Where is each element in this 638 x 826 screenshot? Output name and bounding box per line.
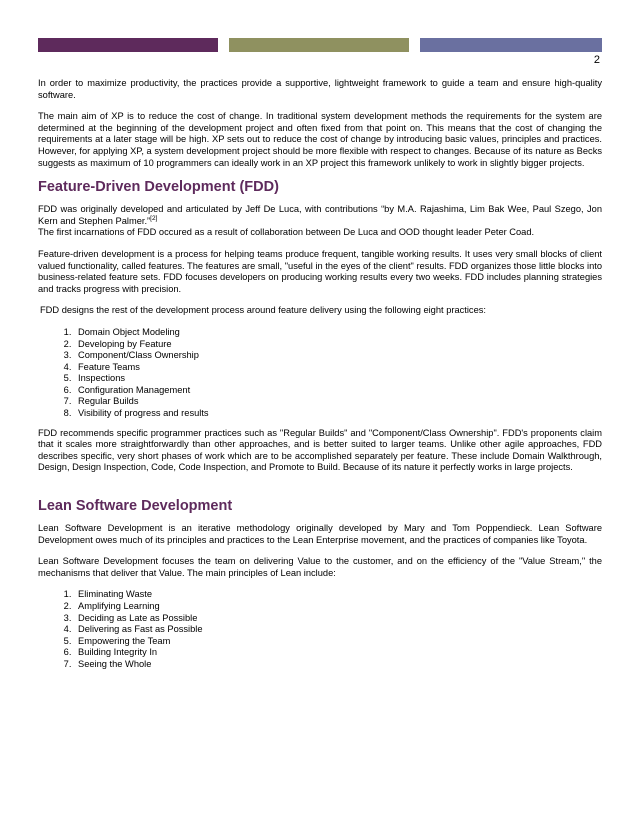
document-body — [38, 78, 602, 679]
page-number: 2 — [593, 54, 600, 66]
header-bar-purple — [38, 38, 218, 52]
lean-heading: Lean Software Development — [38, 498, 233, 515]
fdd-reference[interactable]: [2] — [150, 214, 158, 222]
header-bar-blue — [420, 38, 602, 52]
lean-paragraph-2: Lean Software Development focuses the team on delivering Value to the customer, and on the efficiency of the "Value Stream," the mechanisms that deliver that Value. The main principles of Lean include: — [38, 556, 602, 578]
fdd-paragraph-3: FDD designs the rest of the development process around feature delivery using the following eight practices: — [40, 305, 486, 316]
fdd-practice-list-item: 4. Feature Teams — [74, 362, 602, 374]
lean-principles-list — [38, 589, 602, 670]
fdd-practice-list-item: 2. Developing by Feature — [74, 339, 602, 351]
lean-principle-list-item: 1. Eliminating Waste — [74, 589, 602, 601]
lean-paragraph-1: Lean Software Development is an iterative methodology originally developed by Mary and Tom Poppendieck. Lean Software Development owes much of its principles and practices to the Lean Enterprise movement, and the practices of companies like Toyota. — [38, 523, 602, 545]
fdd-practice-list-item: 7. Regular Builds — [74, 396, 602, 408]
lean-principle-list-item: 6. Building Integrity In — [74, 647, 602, 659]
lean-principle-list-item: 7. Seeing the Whole — [74, 659, 602, 671]
fdd-practice-list-item: 1. Domain Object Modeling — [74, 327, 602, 339]
lean-principle-list-item: 2. Amplifying Learning — [74, 601, 602, 613]
fdd-practice-list-item: 8. Visibility of progress and results — [74, 408, 602, 420]
fdd-paragraph-1-text: FDD was originally developed and articulated by Jeff De Luca, with contributions “by M.A. Rajashima, Lim Bak Wee, Paul Szego, Jon Kern and Stephen Palmer.” — [38, 204, 602, 226]
lean-principle-list-item: 5. Empowering the Team — [74, 636, 602, 648]
lean-principle-list-item: 3. Deciding as Late as Possible — [74, 613, 602, 625]
fdd-paragraph-2: Feature-driven development is a process for helping teams produce frequent, tangible working results. It uses very small blocks of client valued functionality, called features. The features are small, "useful in the eyes of the client" results. FDD organizes those little blocks into business-related feature sets. FDD focuses developers on producing working results every two weeks. FDD includes planning strategies and tracks progress with precision. — [38, 248, 602, 294]
fdd-practice-list-item: 5. Inspections — [74, 373, 602, 385]
lean-principle-list-item: 4. Delivering as Fast as Possible — [74, 624, 602, 636]
xp-paragraph-1: In order to maximize productivity, the practices provide a supportive, lightweight framework to guide a team and ensure high-quality software. — [38, 78, 602, 100]
header-bar-olive — [229, 38, 409, 52]
fdd-practice-list-item: 3. Component/Class Ownership — [74, 350, 602, 362]
fdd-paragraph-1 — [38, 204, 602, 239]
fdd-practice-list-item: 6. Configuration Management — [74, 385, 602, 397]
fdd-paragraph-1b-text: The first incarnations of FDD occured as a result of collaboration between De Luca and OOD thought leader Peter Coad. — [38, 227, 535, 238]
fdd-practices-list — [38, 327, 602, 420]
fdd-paragraph-4: FDD recommends specific programmer practices such as "Regular Builds" and "Component/Class Ownership". FDD's proponents claim that it scales more straightforwardly than other approaches, and is better suited to larger teams. Unlike other agile approaches, FDD describes specific, very short phases of work which are to be accomplished separately per feature. These include Domain Walkthrough, Design, Design Inspection, Code, Code Inspection, and Promote to Build. Because of its nature it perfectly works in large projects. — [38, 427, 602, 473]
fdd-heading: Feature-Driven Development (FDD) — [38, 179, 279, 196]
xp-paragraph-2: The main aim of XP is to reduce the cost of change. In traditional system development methods the requirements for the system are determined at the beginning of the development project and often fixed from that point on. This means that the cost of changing the requirements at a later stage will be high. XP sets out to reduce the cost of change by introducing basic values, principles and practices. However, for applying XP, a system development project should be more flexible with respect to changes. Because of its nature as Becks suggests as maximum of 10 programmers can ideally work in an XP project this framework unlikely to work in slightly bigger projects. — [38, 111, 602, 168]
